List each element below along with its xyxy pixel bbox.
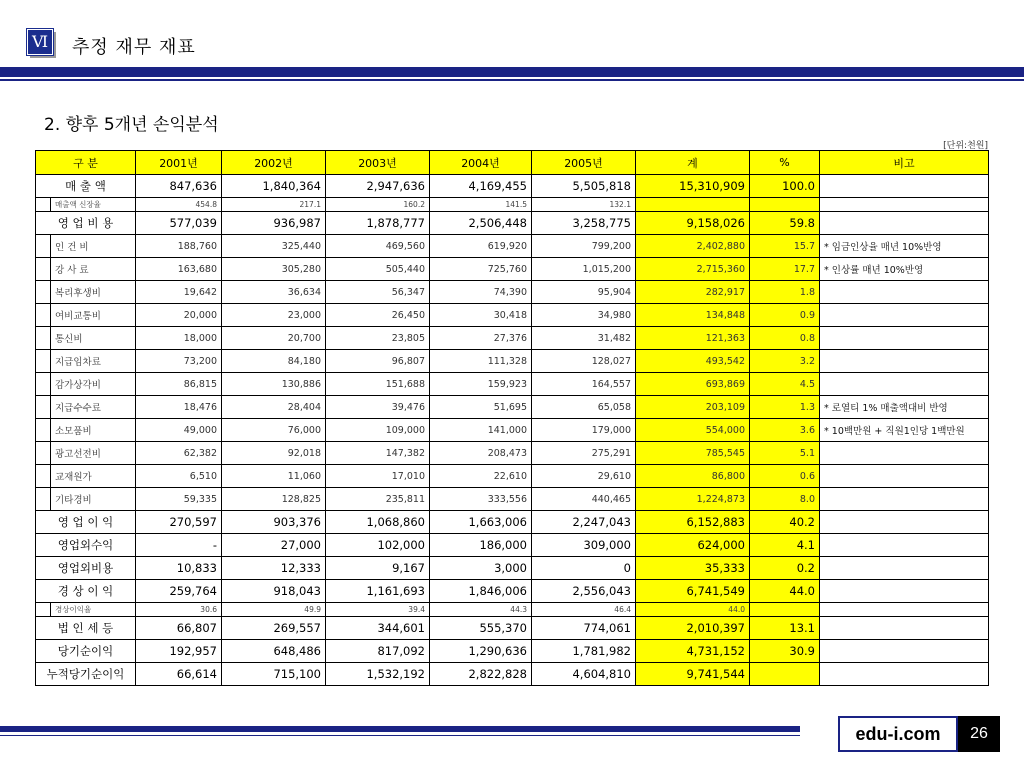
year-value-cell: 141.5 [430, 198, 532, 212]
remark-cell: * 인상률 매년 10%반영 [820, 258, 989, 281]
table-row [36, 557, 989, 580]
year-value-cell: 132.1 [532, 198, 636, 212]
percent-cell: 4.5 [750, 373, 820, 396]
row-label: 교재원가 [55, 472, 92, 483]
header-total: 계 [636, 151, 750, 175]
row-label-cell [36, 488, 136, 511]
total-cell: 2,402,880 [636, 235, 750, 258]
row-label-cell [36, 396, 136, 419]
total-cell: 15,310,909 [636, 175, 750, 198]
table-row [36, 373, 989, 396]
year-value-cell: 22,610 [430, 465, 532, 488]
table-row [36, 617, 989, 640]
total-cell: 282,917 [636, 281, 750, 304]
percent-cell [750, 603, 820, 617]
row-label: 광고선전비 [55, 449, 101, 460]
row-label: 영업외수익 [36, 534, 136, 557]
year-value-cell: 235,811 [326, 488, 430, 511]
table-row [36, 511, 989, 534]
remark-cell [820, 617, 989, 640]
year-value-cell: 325,440 [222, 235, 326, 258]
total-cell: 9,158,026 [636, 212, 750, 235]
table-row [36, 534, 989, 557]
percent-cell: 100.0 [750, 175, 820, 198]
total-cell: 2,010,397 [636, 617, 750, 640]
year-value-cell: 59,335 [136, 488, 222, 511]
total-cell: 1,224,873 [636, 488, 750, 511]
remark-cell [820, 465, 989, 488]
year-value-cell: 31,482 [532, 327, 636, 350]
table-row [36, 304, 989, 327]
remark-cell [820, 327, 989, 350]
year-value-cell: 128,027 [532, 350, 636, 373]
year-value-cell: 555,370 [430, 617, 532, 640]
year-value-cell: 1,015,200 [532, 258, 636, 281]
remark-cell [820, 511, 989, 534]
year-value-cell: 102,000 [326, 534, 430, 557]
year-value-cell: 1,532,192 [326, 663, 430, 686]
year-value-cell: 12,333 [222, 557, 326, 580]
row-label: 복리후생비 [55, 288, 101, 299]
year-value-cell: 188,760 [136, 235, 222, 258]
row-label: 통신비 [55, 334, 83, 345]
year-value-cell: 56,347 [326, 281, 430, 304]
remark-cell: * 임금인상율 매년 10%반영 [820, 235, 989, 258]
table-row [36, 442, 989, 465]
year-value-cell: 66,614 [136, 663, 222, 686]
year-value-cell: 65,058 [532, 396, 636, 419]
percent-cell: 1.3 [750, 396, 820, 419]
year-value-cell: 49.9 [222, 603, 326, 617]
percent-cell: 40.2 [750, 511, 820, 534]
year-value-cell: 275,291 [532, 442, 636, 465]
row-label: 당기순이익 [36, 640, 136, 663]
row-label-cell [36, 258, 136, 281]
percent-cell: 0.9 [750, 304, 820, 327]
year-value-cell: 20,000 [136, 304, 222, 327]
year-value-cell: 130,886 [222, 373, 326, 396]
row-label: 매출액 신장율 [55, 200, 101, 209]
year-value-cell: 23,805 [326, 327, 430, 350]
header-year: 2001년 [136, 151, 222, 175]
year-value-cell: 469,560 [326, 235, 430, 258]
row-label-cell [36, 327, 136, 350]
table-row [36, 603, 989, 617]
table-row [36, 580, 989, 603]
year-value-cell: 1,663,006 [430, 511, 532, 534]
remark-cell [820, 442, 989, 465]
page-heading: 2. 향후 5개년 손익분석 [44, 115, 219, 135]
row-label-cell [36, 465, 136, 488]
percent-cell: 0.2 [750, 557, 820, 580]
percent-cell: 5.1 [750, 442, 820, 465]
year-value-cell: 30.6 [136, 603, 222, 617]
year-value-cell: 1,290,636 [430, 640, 532, 663]
table-row [36, 488, 989, 511]
page-number: 26 [958, 716, 1000, 752]
year-value-cell: 2,506,448 [430, 212, 532, 235]
table-row [36, 212, 989, 235]
table-row [36, 465, 989, 488]
year-value-cell: 84,180 [222, 350, 326, 373]
total-cell: 493,542 [636, 350, 750, 373]
year-value-cell: 66,807 [136, 617, 222, 640]
row-label: 영 업 비 용 [36, 212, 136, 235]
total-cell: 6,152,883 [636, 511, 750, 534]
row-label-cell [36, 603, 136, 617]
year-value-cell: 259,764 [136, 580, 222, 603]
year-value-cell: 3,258,775 [532, 212, 636, 235]
year-value-cell: 163,680 [136, 258, 222, 281]
year-value-cell: 96,807 [326, 350, 430, 373]
year-value-cell: 648,486 [222, 640, 326, 663]
year-value-cell: 51,695 [430, 396, 532, 419]
year-value-cell: 344,601 [326, 617, 430, 640]
total-cell: 693,869 [636, 373, 750, 396]
table-row [36, 327, 989, 350]
row-label-cell [36, 235, 136, 258]
percent-cell: 3.2 [750, 350, 820, 373]
year-value-cell: 95,904 [532, 281, 636, 304]
year-value-cell: 5,505,818 [532, 175, 636, 198]
year-value-cell: 92,018 [222, 442, 326, 465]
year-value-cell: 505,440 [326, 258, 430, 281]
year-value-cell: 39,476 [326, 396, 430, 419]
year-value-cell: 17,010 [326, 465, 430, 488]
row-label-cell [36, 198, 136, 212]
total-cell: 134,848 [636, 304, 750, 327]
percent-cell [750, 198, 820, 212]
year-value-cell: 30,418 [430, 304, 532, 327]
table-row [36, 198, 989, 212]
year-value-cell: 179,000 [532, 419, 636, 442]
percent-cell: 44.0 [750, 580, 820, 603]
year-value-cell: 10,833 [136, 557, 222, 580]
header-divider-thin [0, 79, 1024, 81]
year-value-cell: 18,000 [136, 327, 222, 350]
header-category: 구 분 [36, 151, 136, 175]
total-cell: 203,109 [636, 396, 750, 419]
year-value-cell: 27,376 [430, 327, 532, 350]
year-value-cell: 159,923 [430, 373, 532, 396]
table-header-row [36, 151, 989, 175]
year-value-cell: 847,636 [136, 175, 222, 198]
year-value-cell: 799,200 [532, 235, 636, 258]
year-value-cell: 186,000 [430, 534, 532, 557]
header-year: 2005년 [532, 151, 636, 175]
year-value-cell: 192,957 [136, 640, 222, 663]
year-value-cell: 74,390 [430, 281, 532, 304]
row-label: 영 업 이 익 [36, 511, 136, 534]
row-label: 지급임차료 [55, 357, 101, 368]
total-cell: 44.0 [636, 603, 750, 617]
remark-cell [820, 350, 989, 373]
year-value-cell: 23,000 [222, 304, 326, 327]
year-value-cell: 918,043 [222, 580, 326, 603]
row-label: 경 상 이 익 [36, 580, 136, 603]
year-value-cell: 309,000 [532, 534, 636, 557]
remark-cell [820, 198, 989, 212]
row-label: 소모품비 [55, 426, 92, 437]
total-cell: 4,731,152 [636, 640, 750, 663]
remark-cell [820, 373, 989, 396]
remark-cell [820, 557, 989, 580]
year-value-cell: 86,815 [136, 373, 222, 396]
year-value-cell: 28,404 [222, 396, 326, 419]
year-value-cell: 164,557 [532, 373, 636, 396]
row-label: 누적당기순이익 [36, 663, 136, 686]
row-label: 지급수수료 [55, 403, 101, 414]
total-cell: 35,333 [636, 557, 750, 580]
year-value-cell: 1,781,982 [532, 640, 636, 663]
total-cell: 86,800 [636, 465, 750, 488]
section-title: 추정 재무 재표 [72, 37, 196, 58]
year-value-cell: 2,947,636 [326, 175, 430, 198]
table-row [36, 175, 989, 198]
year-value-cell: 147,382 [326, 442, 430, 465]
year-value-cell: 4,169,455 [430, 175, 532, 198]
remark-cell [820, 304, 989, 327]
year-value-cell: 151,688 [326, 373, 430, 396]
percent-cell: 1.8 [750, 281, 820, 304]
remark-cell [820, 281, 989, 304]
year-value-cell: 2,822,828 [430, 663, 532, 686]
year-value-cell: 19,642 [136, 281, 222, 304]
percent-cell: 0.8 [750, 327, 820, 350]
year-value-cell: 46.4 [532, 603, 636, 617]
footer-divider [0, 726, 800, 732]
total-cell: 121,363 [636, 327, 750, 350]
percent-cell: 15.7 [750, 235, 820, 258]
year-value-cell: 2,247,043 [532, 511, 636, 534]
company-logo: edu-i.com [838, 716, 958, 752]
year-value-cell: 26,450 [326, 304, 430, 327]
section-number-badge: Ⅵ [27, 29, 53, 55]
year-value-cell: 454.8 [136, 198, 222, 212]
year-value-cell: 619,920 [430, 235, 532, 258]
year-value-cell: 18,476 [136, 396, 222, 419]
year-value-cell: - [136, 534, 222, 557]
year-value-cell: 1,068,860 [326, 511, 430, 534]
remark-cell [820, 603, 989, 617]
table-row [36, 235, 989, 258]
table-row [36, 281, 989, 304]
year-value-cell: 36,634 [222, 281, 326, 304]
year-value-cell: 577,039 [136, 212, 222, 235]
year-value-cell: 49,000 [136, 419, 222, 442]
percent-cell: 30.9 [750, 640, 820, 663]
row-label: 매 출 액 [36, 175, 136, 198]
percent-cell: 59.8 [750, 212, 820, 235]
remark-cell [820, 580, 989, 603]
row-label: 강 사 료 [55, 265, 89, 276]
percent-cell: 4.1 [750, 534, 820, 557]
year-value-cell: 217.1 [222, 198, 326, 212]
remark-cell [820, 175, 989, 198]
table-row [36, 258, 989, 281]
year-value-cell: 29,610 [532, 465, 636, 488]
remark-cell: * 로열티 1% 매출액대비 반영 [820, 396, 989, 419]
remark-cell [820, 488, 989, 511]
year-value-cell: 269,557 [222, 617, 326, 640]
year-value-cell: 1,840,364 [222, 175, 326, 198]
year-value-cell: 1,846,006 [430, 580, 532, 603]
year-value-cell: 160.2 [326, 198, 430, 212]
row-label: 여비교통비 [55, 311, 101, 322]
year-value-cell: 27,000 [222, 534, 326, 557]
table-row [36, 640, 989, 663]
remark-cell [820, 640, 989, 663]
row-label-cell [36, 373, 136, 396]
row-label-cell [36, 442, 136, 465]
percent-cell: 3.6 [750, 419, 820, 442]
year-value-cell: 11,060 [222, 465, 326, 488]
total-cell: 9,741,544 [636, 663, 750, 686]
year-value-cell: 440,465 [532, 488, 636, 511]
row-label: 기타경비 [55, 495, 92, 506]
table-row [36, 663, 989, 686]
header-year: 2002년 [222, 151, 326, 175]
year-value-cell: 20,700 [222, 327, 326, 350]
year-value-cell: 1,878,777 [326, 212, 430, 235]
year-value-cell: 44.3 [430, 603, 532, 617]
total-cell: 624,000 [636, 534, 750, 557]
total-cell [636, 198, 750, 212]
row-label-cell [36, 419, 136, 442]
remark-cell [820, 534, 989, 557]
year-value-cell: 73,200 [136, 350, 222, 373]
row-label-cell [36, 281, 136, 304]
year-value-cell: 305,280 [222, 258, 326, 281]
row-label-cell [36, 304, 136, 327]
header-remarks: 비고 [820, 151, 989, 175]
header-percent: % [750, 151, 820, 175]
total-cell: 2,715,360 [636, 258, 750, 281]
year-value-cell: 9,167 [326, 557, 430, 580]
year-value-cell: 774,061 [532, 617, 636, 640]
table-row [36, 396, 989, 419]
remark-cell: * 10백만원 + 직원1인당 1백만원 [820, 419, 989, 442]
year-value-cell: 141,000 [430, 419, 532, 442]
year-value-cell: 2,556,043 [532, 580, 636, 603]
total-cell: 785,545 [636, 442, 750, 465]
row-label: 감가상각비 [55, 380, 101, 391]
header-year: 2003년 [326, 151, 430, 175]
total-cell: 6,741,549 [636, 580, 750, 603]
year-value-cell: 111,328 [430, 350, 532, 373]
row-label-cell [36, 350, 136, 373]
year-value-cell: 62,382 [136, 442, 222, 465]
header-divider [0, 67, 1024, 77]
year-value-cell: 270,597 [136, 511, 222, 534]
remark-cell [820, 663, 989, 686]
percent-cell: 0.6 [750, 465, 820, 488]
year-value-cell: 34,980 [532, 304, 636, 327]
header-year: 2004년 [430, 151, 532, 175]
year-value-cell: 128,825 [222, 488, 326, 511]
year-value-cell: 6,510 [136, 465, 222, 488]
table-row [36, 350, 989, 373]
total-cell: 554,000 [636, 419, 750, 442]
table-row [36, 419, 989, 442]
row-label: 영업외비용 [36, 557, 136, 580]
year-value-cell: 333,556 [430, 488, 532, 511]
remark-cell [820, 212, 989, 235]
year-value-cell: 4,604,810 [532, 663, 636, 686]
footer-divider-thin [0, 735, 800, 736]
row-label: 경상이익율 [55, 605, 92, 614]
year-value-cell: 936,987 [222, 212, 326, 235]
year-value-cell: 0 [532, 557, 636, 580]
year-value-cell: 109,000 [326, 419, 430, 442]
year-value-cell: 39.4 [326, 603, 430, 617]
income-forecast-table [35, 150, 989, 686]
year-value-cell: 3,000 [430, 557, 532, 580]
percent-cell [750, 663, 820, 686]
percent-cell: 8.0 [750, 488, 820, 511]
year-value-cell: 903,376 [222, 511, 326, 534]
year-value-cell: 1,161,693 [326, 580, 430, 603]
year-value-cell: 208,473 [430, 442, 532, 465]
year-value-cell: 817,092 [326, 640, 430, 663]
row-label: 인 건 비 [55, 242, 89, 253]
percent-cell: 13.1 [750, 617, 820, 640]
year-value-cell: 715,100 [222, 663, 326, 686]
year-value-cell: 725,760 [430, 258, 532, 281]
unit-label: [단위:천원] [943, 141, 988, 151]
row-label: 법 인 세 등 [36, 617, 136, 640]
year-value-cell: 76,000 [222, 419, 326, 442]
percent-cell: 17.7 [750, 258, 820, 281]
